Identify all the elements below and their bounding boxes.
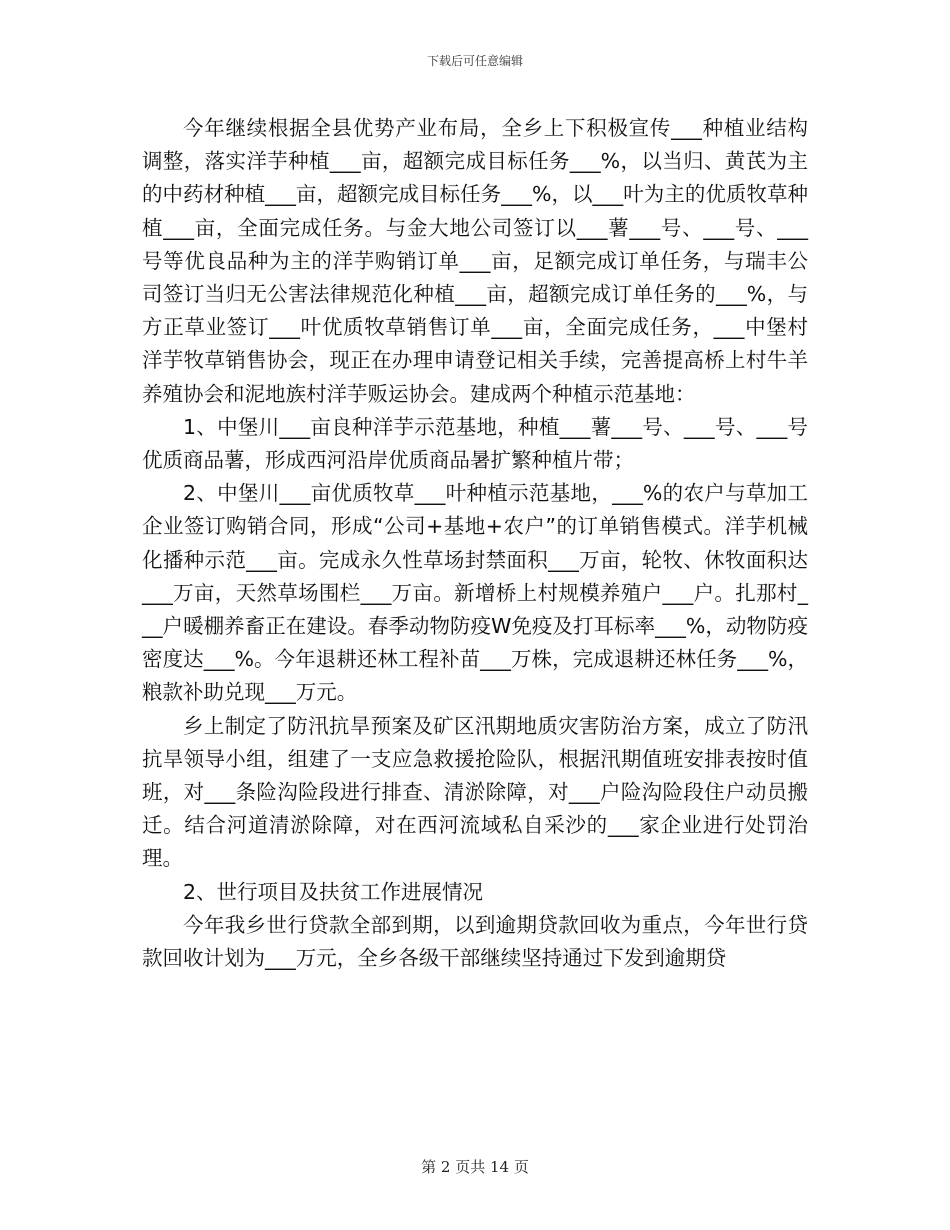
page-header: 下载后可任意编辑 [426,54,523,68]
paragraph-potato-base: 1、中堡川___亩良种洋芋示范基地，种植___薯___号、___号、___号优质商品薯，形成西河沿岸优质商品暑扩繁种植片带； [142,414,808,473]
paragraph-flood-control: 乡上制定了防汛抗旱预案及矿区汛期地质灾害防治方案，成立了防汛抗旱领导小组，组建了一支应急救援抢险队，根据汛期值班安排表按时值班，对___条险沟险段进行排查、清淤除障，对___户险沟险段住户动员搬迁。结合河道清淤除障，对在西河流域私自采沙的___家企业进行处罚治理。 [142,713,808,871]
paragraph-world-bank-loans: 今年我乡世行贷款全部到期，以到逾期贷款回收为重点，今年世行贷款回收计划为___万元，全乡各级干部继续坚持通过下发到逾期贷 [142,912,808,971]
document-body [142,112,808,975]
page-number-footer: 第 2 页共 14 页 [421,1158,529,1176]
paragraph-forage-base: 2、中堡川___亩优质牧草___叶种植示范基地，___%的农户与草加工企业签订购销合同，形成“公司+基地+农户”的订单销售模式。洋芋机械化播种示范___亩。完成永久性草场封禁面积___万亩，轮牧、休牧面积达___万亩，天然草场围栏___万亩。新增桥上村规模养殖户___户。扎那村___户暖棚养畜正在建设。春季动物防疫W免疫及打耳标率___%，动物防疫密度达___%。今年退耕还林工程补苗___万株，完成退耕还林任务___%，粮款补助兑现___万元。 [142,481,808,705]
section-heading-world-bank: 2、世行项目及扶贫工作进展情况 [183,879,484,904]
paragraph-planting: 今年继续根据全县优势产业布局，全乡上下积极宣传___种植业结构调整，落实洋芋种植___亩，超额完成目标任务___%，以当归、黄芪为主的中药材种植___亩，超额完成目标任务___%，以___叶为主的优质牧草种植___亩，全面完成任务。与金大地公司签订以___薯___号、___号、___号等优良品种为主的洋芋购销订单___亩，足额完成订单任务，与瑞丰公司签订当归无公害法律规范化种植___亩，超额完成订单任务的___%，与方正草业签订___叶优质牧草销售订单___亩，全面完成任务，___中堡村洋芋牧草销售协会，现正在办理申请登记相关手续，完善提高桥上村牛羊养殖协会和泥地族村洋芋贩运协会。建成两个种植示范基地： [142,116,808,406]
